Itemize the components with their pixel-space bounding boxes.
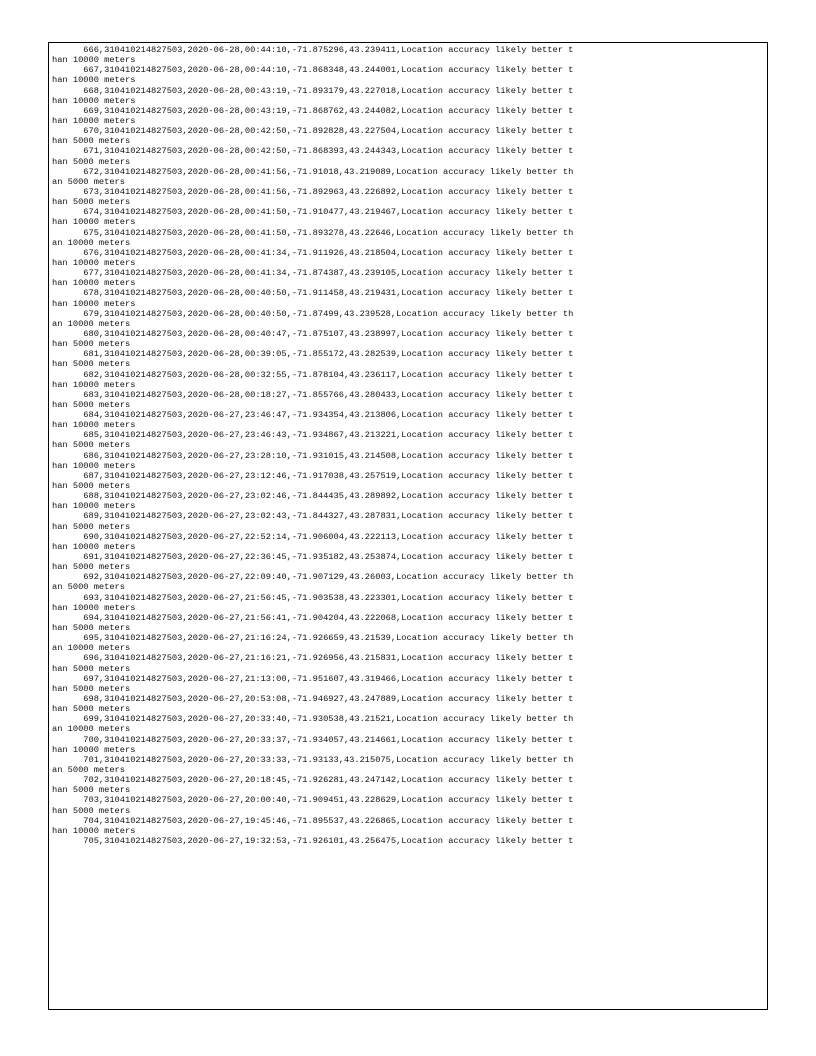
- log-line: 698,310410214827503,2020-06-27,20:53:08,-71.946927,43.247889,Location accuracy likely better t: [52, 694, 574, 704]
- log-line: han 10000 meters: [52, 95, 136, 106]
- log-line: an 5000 meters: [52, 764, 125, 775]
- log-line: an 10000 meters: [52, 643, 131, 654]
- log-line: 676,310410214827503,2020-06-28,00:41:34,-71.911926,43.218504,Location accuracy likely better t: [52, 247, 574, 258]
- log-line: han 10000 meters: [52, 501, 136, 512]
- log-line: 703,310410214827503,2020-06-27,20:00:40,-71.909451,43.228629,Location accuracy likely better t: [52, 795, 574, 806]
- log-line: 666,310410214827503,2020-06-28,00:44:10,-71.875296,43.239411,Location accuracy likely better t: [52, 45, 574, 55]
- log-line: han 5000 meters: [52, 785, 131, 796]
- log-line: han 10000 meters: [52, 298, 136, 309]
- log-line: han 5000 meters: [52, 197, 131, 208]
- log-line: 695,310410214827503,2020-06-27,21:16:24,-71.926659,43.21539,Location accuracy likely better th: [52, 633, 574, 644]
- log-line: 677,310410214827503,2020-06-28,00:41:34,-71.874387,43.239105,Location accuracy likely better t: [52, 268, 574, 279]
- log-line: han 10000 meters: [52, 115, 136, 126]
- log-line: 669,310410214827503,2020-06-28,00:43:19,-71.868762,43.244082,Location accuracy likely better t: [52, 105, 574, 116]
- log-line: 702,310410214827503,2020-06-27,20:18:45,-71.926281,43.247142,Location accuracy likely better t: [52, 775, 574, 786]
- log-line: 704,310410214827503,2020-06-27,19:45:46,-71.895537,43.226865,Location accuracy likely better t: [52, 815, 574, 826]
- log-line: han 10000 meters: [52, 744, 136, 755]
- log-line: an 5000 meters: [52, 176, 125, 187]
- log-line: 675,310410214827503,2020-06-28,00:41:50,-71.893278,43.22646,Location accuracy likely better th: [52, 227, 574, 238]
- log-line: an 5000 meters: [52, 582, 125, 593]
- log-line: 700,310410214827503,2020-06-27,20:33:37,-71.934057,43.214661,Location accuracy likely better t: [52, 734, 574, 745]
- log-line: 682,310410214827503,2020-06-28,00:32:55,-71.878104,43.236117,Location accuracy likely better t: [52, 369, 574, 380]
- log-line: han 10000 meters: [52, 379, 136, 390]
- log-line: han 10000 meters: [52, 460, 136, 471]
- log-line: 691,310410214827503,2020-06-27,22:36:45,-71.935182,43.253874,Location accuracy likely better t: [52, 552, 574, 563]
- log-line: 693,310410214827503,2020-06-27,21:56:45,-71.903538,43.223301,Location accuracy likely better t: [52, 592, 574, 603]
- log-line: han 10000 meters: [52, 420, 136, 431]
- log-line: han 5000 meters: [52, 359, 131, 370]
- log-line: han 5000 meters: [52, 521, 131, 532]
- log-line: 670,310410214827503,2020-06-28,00:42:50,-71.892828,43.227504,Location accuracy likely better t: [52, 126, 574, 137]
- document-frame: [48, 42, 768, 1010]
- log-line: 667,310410214827503,2020-06-28,00:44:10,-71.868348,43.244001,Location accuracy likely better t: [52, 65, 574, 76]
- log-line: 679,310410214827503,2020-06-28,00:40:50,-71.87499,43.239528,Location accuracy likely better th: [52, 308, 574, 319]
- log-line: 689,310410214827503,2020-06-27,23:02:43,-71.844327,43.287831,Location accuracy likely better t: [52, 511, 574, 522]
- log-line: 686,310410214827503,2020-06-27,23:28:10,-71.931015,43.214508,Location accuracy likely better t: [52, 450, 574, 461]
- log-line: han 5000 meters: [52, 156, 131, 167]
- log-line: han 5000 meters: [52, 562, 131, 573]
- log-line: 690,310410214827503,2020-06-27,22:52:14,-71.906004,43.222113,Location accuracy likely better t: [52, 531, 574, 542]
- log-line: han 5000 meters: [52, 704, 131, 715]
- log-line: 705,310410214827503,2020-06-27,19:32:53,-71.926101,43.256475,Location accuracy likely better t: [52, 835, 574, 846]
- log-line: han 5000 meters: [52, 339, 131, 350]
- log-line: han 5000 meters: [52, 481, 131, 492]
- log-line: 684,310410214827503,2020-06-27,23:46:47,-71.934354,43.213806,Location accuracy likely better t: [52, 410, 574, 421]
- log-line: an 10000 meters: [52, 318, 131, 329]
- log-line: han 10000 meters: [52, 541, 136, 552]
- log-line: han 5000 meters: [52, 440, 131, 451]
- log-line: 672,310410214827503,2020-06-28,00:41:56,-71.91018,43.219089,Location accuracy likely better th: [52, 166, 574, 177]
- log-line: 671,310410214827503,2020-06-28,00:42:50,-71.868393,43.244343,Location accuracy likely better t: [52, 146, 574, 157]
- log-line: han 5000 meters: [52, 683, 131, 694]
- log-line: han 10000 meters: [52, 602, 136, 613]
- log-line: 674,310410214827503,2020-06-28,00:41:50,-71.910477,43.219467,Location accuracy likely better t: [52, 207, 574, 218]
- log-line: 694,310410214827503,2020-06-27,21:56:41,-71.904204,43.222068,Location accuracy likely better t: [52, 612, 574, 623]
- log-line: han 10000 meters: [52, 278, 136, 289]
- log-line: han 10000 meters: [52, 55, 136, 66]
- log-line: 680,310410214827503,2020-06-28,00:40:47,-71.875107,43.238997,Location accuracy likely better t: [52, 328, 574, 339]
- log-line: 678,310410214827503,2020-06-28,00:40:50,-71.911458,43.219431,Location accuracy likely better t: [52, 288, 574, 299]
- log-line: han 5000 meters: [52, 663, 131, 674]
- log-line: 673,310410214827503,2020-06-28,00:41:56,-71.892963,43.226892,Location accuracy likely better t: [52, 186, 574, 197]
- location-log-text: [49, 43, 767, 846]
- log-line: han 10000 meters: [52, 217, 136, 228]
- log-line: 696,310410214827503,2020-06-27,21:16:21,-71.926956,43.215831,Location accuracy likely better t: [52, 653, 574, 664]
- log-line: han 10000 meters: [52, 257, 136, 268]
- log-line: 697,310410214827503,2020-06-27,21:13:00,-71.951607,43.319466,Location accuracy likely better t: [52, 673, 574, 684]
- log-line: 701,310410214827503,2020-06-27,20:33:33,-71.93133,43.215075,Location accuracy likely better th: [52, 754, 574, 765]
- log-line: han 10000 meters: [52, 75, 136, 86]
- log-line: 685,310410214827503,2020-06-27,23:46:43,-71.934867,43.213221,Location accuracy likely better t: [52, 430, 574, 441]
- log-line: 668,310410214827503,2020-06-28,00:43:19,-71.893179,43.227018,Location accuracy likely better t: [52, 85, 574, 96]
- log-line: han 5000 meters: [52, 136, 131, 147]
- log-line: 688,310410214827503,2020-06-27,23:02:46,-71.844435,43.289892,Location accuracy likely better t: [52, 491, 574, 502]
- log-line: han 5000 meters: [52, 805, 131, 816]
- log-line: an 10000 meters: [52, 237, 131, 248]
- log-line: an 10000 meters: [52, 724, 131, 735]
- log-line: han 5000 meters: [52, 623, 131, 634]
- log-line: 692,310410214827503,2020-06-27,22:09:40,-71.907129,43.26003,Location accuracy likely better th: [52, 572, 574, 583]
- log-line: 683,310410214827503,2020-06-28,00:18:27,-71.855766,43.280433,Location accuracy likely better t: [52, 389, 574, 400]
- log-line: han 10000 meters: [52, 825, 136, 836]
- log-line: han 5000 meters: [52, 399, 131, 410]
- log-line: 687,310410214827503,2020-06-27,23:12:46,-71.917038,43.257519,Location accuracy likely better t: [52, 470, 574, 481]
- log-line: 699,310410214827503,2020-06-27,20:33:40,-71.930538,43.21521,Location accuracy likely better th: [52, 714, 574, 725]
- log-line: 681,310410214827503,2020-06-28,00:39:05,-71.855172,43.282539,Location accuracy likely better t: [52, 349, 574, 360]
